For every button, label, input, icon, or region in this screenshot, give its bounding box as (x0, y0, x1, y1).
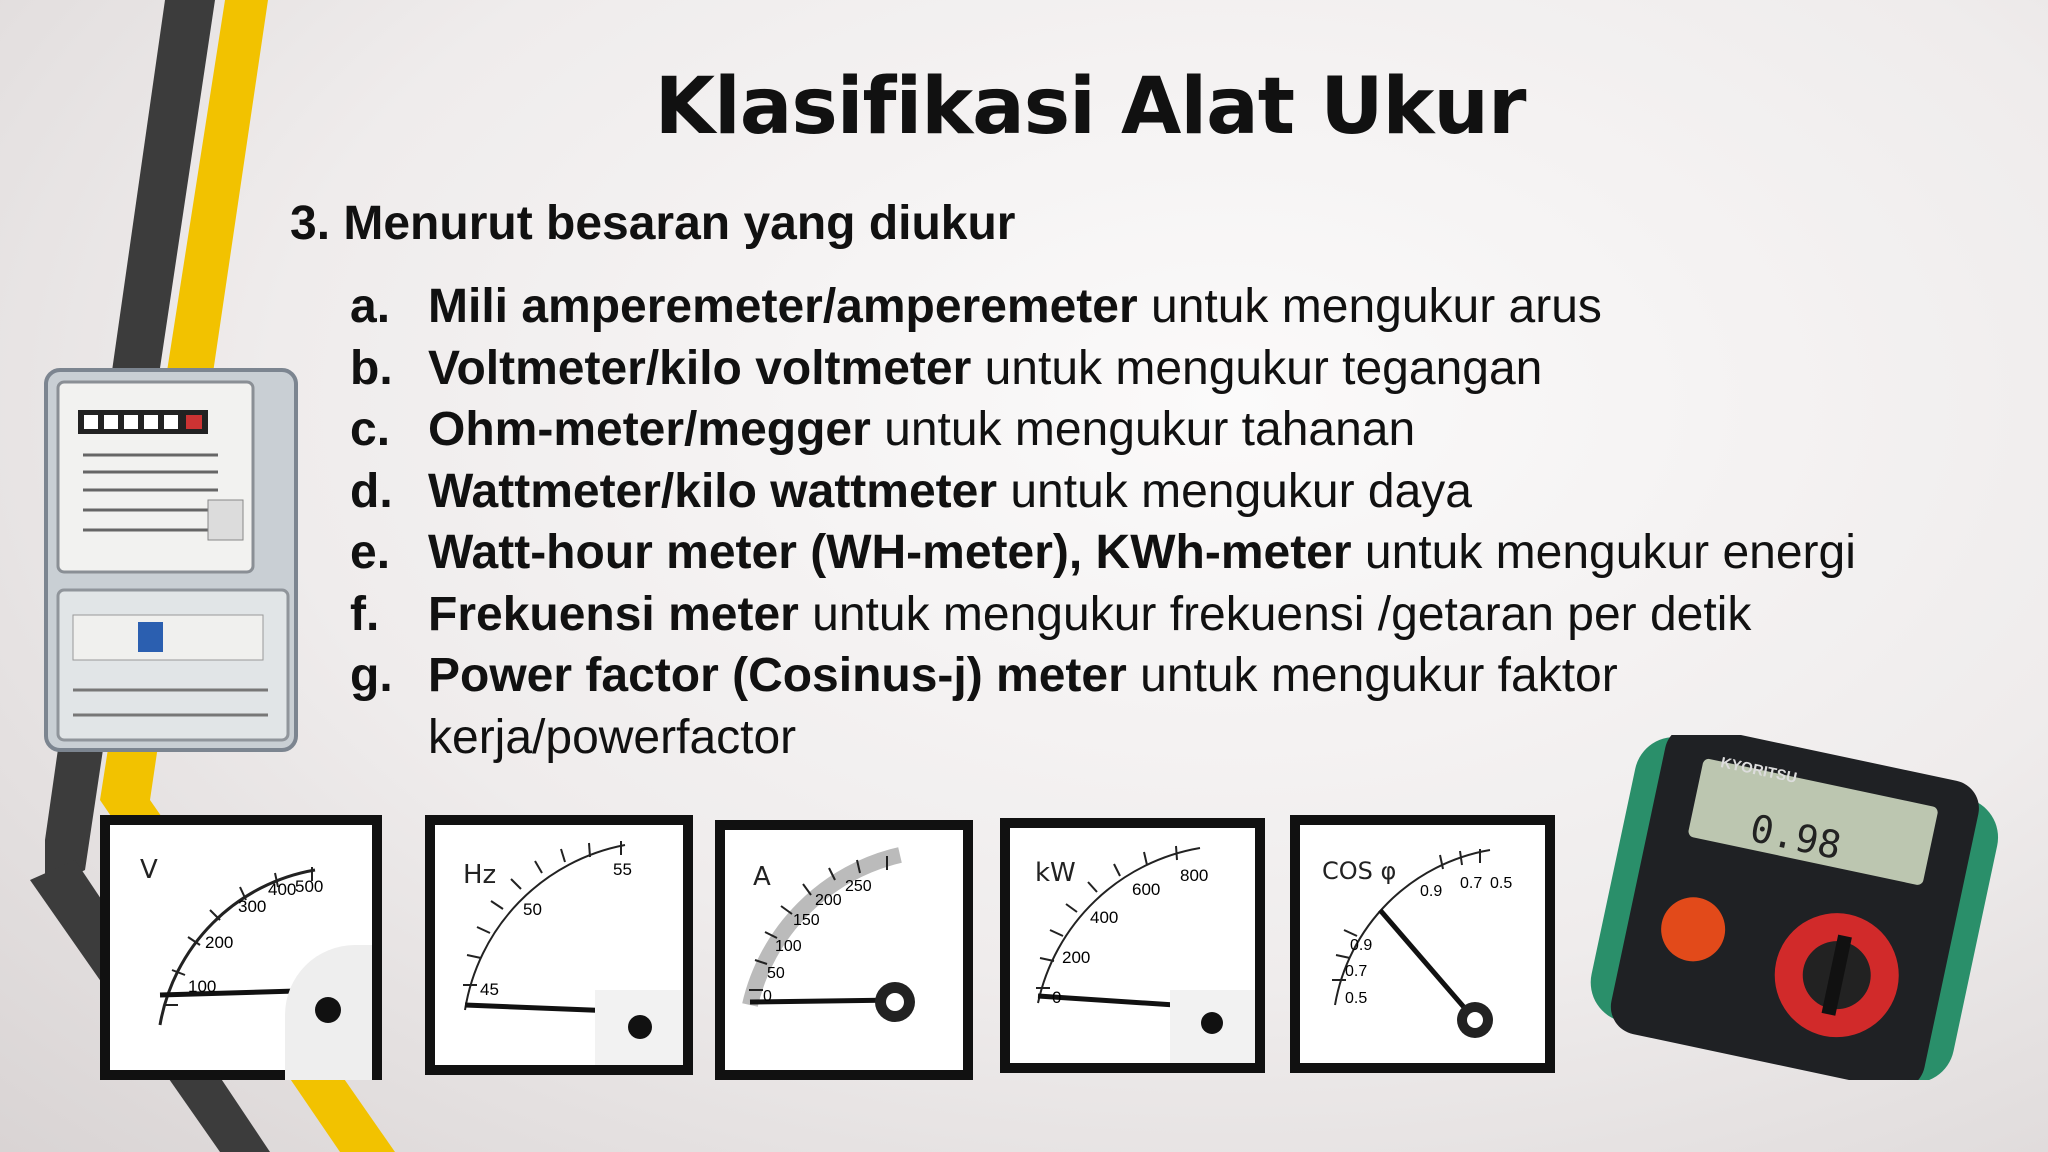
scale-label: 150 (793, 912, 820, 929)
tester-reading: 0.98 (1746, 805, 1846, 869)
meter-unit-label: kW (1035, 858, 1076, 888)
scale-label: 300 (238, 897, 267, 916)
item-term: Power factor (Cosinus-j) meter (428, 649, 1127, 702)
power-factor-meter-dial (1290, 815, 1555, 1073)
measurement-list (350, 276, 2030, 768)
scale-label: 0.9 (1350, 937, 1373, 954)
item-term: Frekuensi meter (428, 587, 799, 641)
scale-label: 200 (1062, 948, 1091, 967)
scale-label: 45 (480, 980, 499, 999)
scale-label: 250 (845, 878, 872, 895)
item-description: untuk mengukur arus (1137, 280, 1602, 333)
scale-label: 0.9 (1420, 883, 1443, 900)
scale-label: 0 (763, 988, 772, 1005)
item-description: untuk mengukur energi (1351, 526, 1856, 579)
scale-label: 200 (815, 892, 842, 909)
ammeter-image (715, 820, 973, 1080)
slide-subtitle: 3. Menurut besaran yang diukur (290, 197, 1016, 250)
scale-label: 0.5 (1490, 875, 1513, 892)
tester-brand: KYORITSU (1719, 754, 1799, 787)
item-term: Ohm-meter/megger (428, 403, 871, 456)
frequency-meter-dial (425, 815, 693, 1075)
item-term: Watt-hour meter (WH-meter), KWh-meter (428, 526, 1352, 579)
scale-label: 55 (613, 860, 632, 879)
list-item (350, 399, 2030, 461)
wattmeter-dial (1000, 818, 1265, 1073)
item-letter: a. (350, 280, 391, 333)
meter-unit-label: Hz (463, 860, 497, 890)
meter-unit-label: COS φ (1322, 857, 1397, 885)
item-letter: e. (350, 526, 391, 579)
meter-unit-label: A (753, 862, 771, 892)
list-item (350, 338, 2030, 400)
scale-label: 50 (767, 965, 785, 982)
insulation-tester-image (1585, 735, 2005, 1080)
item-term: Mili amperemeter/amperemeter (428, 280, 1138, 333)
scale-label: 100 (775, 938, 802, 955)
item-term: Voltmeter/kilo voltmeter (428, 341, 972, 395)
item-letter: b. (350, 341, 393, 395)
frequency-meter-image (425, 815, 693, 1075)
scale-label: 50 (523, 900, 542, 919)
slide-title: Klasifikasi Alat Ukur (654, 62, 1526, 152)
scale-label: 0.7 (1345, 963, 1368, 980)
ammeter-dial (715, 820, 973, 1080)
item-term: Wattmeter/kilo wattmeter (428, 464, 998, 518)
list-item (350, 461, 2030, 523)
item-letter: c. (350, 403, 391, 456)
wattmeter-image (1000, 818, 1265, 1073)
scale-label: 800 (1180, 866, 1209, 885)
item-description: untuk mengukur frekuensi /getaran per detik (798, 587, 1752, 641)
item-description: untuk mengukur daya (997, 464, 1472, 518)
item-letter: d. (350, 464, 393, 518)
scale-label: 200 (205, 933, 234, 952)
scale-label: 0.7 (1460, 875, 1483, 892)
item-description: untuk mengukur tahanan (870, 403, 1416, 456)
list-item (350, 584, 2030, 646)
list-item (350, 276, 2030, 338)
list-item (350, 522, 2030, 584)
scale-label: 600 (1132, 880, 1161, 899)
scale-label: 0 (1052, 988, 1062, 1007)
scale-label: 400 (1090, 908, 1119, 927)
item-description: untuk mengukur faktor kerja/powerfactor (428, 649, 1618, 764)
item-description: untuk mengukur tegangan (971, 341, 1543, 395)
scale-label: 0.5 (1345, 990, 1368, 1007)
scale-label: 400 (268, 880, 297, 899)
meter-unit-label: V (140, 855, 158, 885)
scale-label: 500 (295, 877, 324, 896)
kwh-meter-image (28, 360, 308, 780)
power-factor-meter-image (1290, 815, 1555, 1073)
voltmeter-image (100, 815, 382, 1080)
item-letter: g. (350, 649, 393, 702)
item-letter: f. (350, 587, 380, 641)
scale-label: 100 (188, 977, 217, 996)
